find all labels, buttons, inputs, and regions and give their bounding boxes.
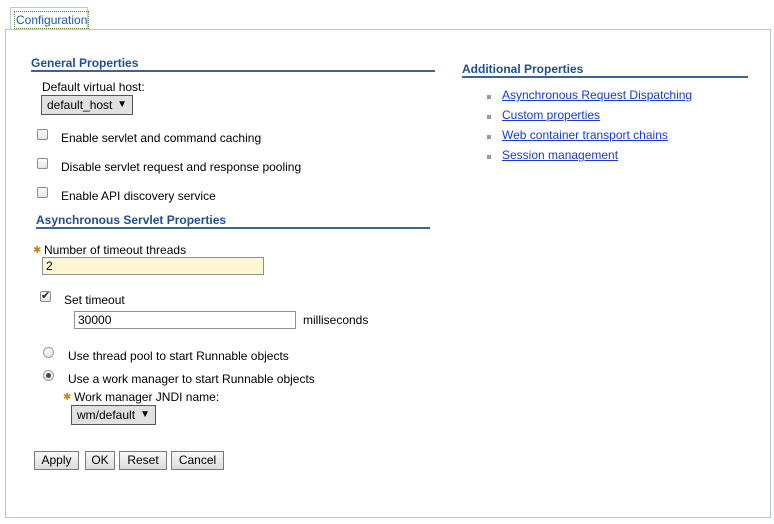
tab-configuration[interactable] xyxy=(10,7,88,29)
set-timeout-label: Set timeout xyxy=(64,293,125,307)
jndi-name-select[interactable] xyxy=(71,405,156,425)
async-servlet-heading: Asynchronous Servlet Properties xyxy=(36,213,227,227)
async-servlet-rule xyxy=(36,227,430,229)
link-transport-chains[interactable]: Web container transport chains xyxy=(502,128,668,142)
apply-button[interactable]: Apply xyxy=(34,451,79,470)
link-custom-properties[interactable]: Custom properties xyxy=(502,108,601,122)
cancel-button[interactable]: Cancel xyxy=(171,451,224,470)
api-discovery-label: Enable API discovery service xyxy=(61,189,216,203)
servlet-caching-checkbox[interactable] xyxy=(37,129,48,140)
timeout-value-input[interactable] xyxy=(74,311,296,329)
required-asterisk-icon: ✱ xyxy=(63,392,72,403)
jndi-name-label: Work manager JNDI name: xyxy=(74,390,220,404)
bullet-icon xyxy=(487,135,491,139)
chevron-down-icon: ▼ xyxy=(117,99,127,110)
timeout-unit-label: milliseconds xyxy=(303,313,369,327)
bullet-icon xyxy=(487,115,491,119)
bullet-icon xyxy=(487,155,491,159)
work-manager-label: Use a work manager to start Runnable objects xyxy=(68,372,315,386)
set-timeout-checkbox[interactable] xyxy=(40,291,51,302)
thread-pool-radio[interactable] xyxy=(43,347,54,358)
work-manager-radio[interactable] xyxy=(43,370,54,381)
link-async-request-dispatching[interactable]: Asynchronous Request Dispatching xyxy=(502,88,693,102)
chevron-down-icon: ▼ xyxy=(140,409,150,420)
virtual-host-label: Default virtual host: xyxy=(42,80,145,94)
disable-pooling-checkbox[interactable] xyxy=(37,158,48,169)
disable-pooling-label: Disable servlet request and response pooling xyxy=(61,160,302,174)
general-properties-rule xyxy=(31,70,435,72)
virtual-host-select[interactable] xyxy=(41,95,133,115)
link-session-management[interactable]: Session management xyxy=(502,148,619,162)
general-properties-heading: General Properties xyxy=(31,56,139,70)
ok-button[interactable]: OK xyxy=(85,451,115,470)
timeout-threads-label: Number of timeout threads xyxy=(44,243,187,257)
bullet-icon xyxy=(487,95,491,99)
jndi-name-value: wm/default xyxy=(77,408,136,422)
timeout-threads-input[interactable] xyxy=(42,257,264,275)
reset-button[interactable]: Reset xyxy=(119,451,167,470)
virtual-host-value: default_host xyxy=(47,98,113,112)
additional-properties-heading: Additional Properties xyxy=(462,62,584,76)
tab-configuration-label[interactable]: Configuration xyxy=(16,13,88,27)
required-asterisk-icon: ✱ xyxy=(33,245,42,256)
additional-properties-rule xyxy=(462,76,748,78)
api-discovery-checkbox[interactable] xyxy=(37,187,48,198)
thread-pool-label: Use thread pool to start Runnable objects xyxy=(68,349,289,363)
servlet-caching-label: Enable servlet and command caching xyxy=(61,131,262,145)
